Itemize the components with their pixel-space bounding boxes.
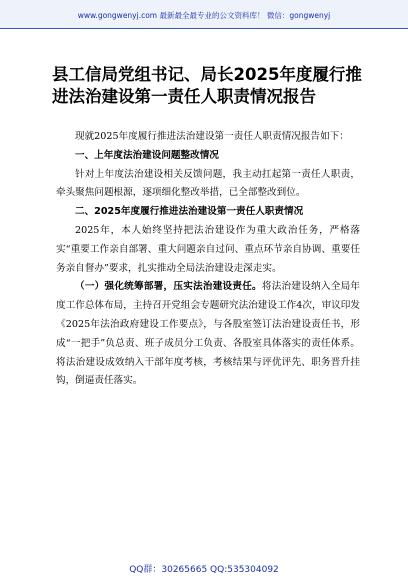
title-line-2: 进法治建设第一责任人职责情况报告 bbox=[52, 87, 316, 106]
section-2-paragraph: 2025年，本人始终坚持把法治建设作为重大政治任务，严格落实“重要工作亲自部署、重大问题亲自过问、重点环节亲自协调、重要任务亲自督办”要求，扎实推动全局法治建设走深走实。 bbox=[56, 224, 360, 274]
section-1-heading: 一、上年度法治建设问题整改情况 bbox=[75, 149, 219, 161]
subsection-1-lead: （一）强化统筹部署，压实法治建设责任。 bbox=[75, 281, 262, 293]
document-title bbox=[52, 64, 366, 108]
intro-paragraph: 现就2025年度履行推进法治建设第一责任人职责情况报告如下： bbox=[75, 131, 349, 142]
subsection-1-paragraph bbox=[56, 278, 360, 391]
section-1-paragraph: 针对上年度法治建设相关反馈问题，我主动扛起第一责任人职责，牵头聚焦问题根源，逐项细化整改举措，已全部整改到位。 bbox=[56, 168, 360, 199]
contact-footer: QQ群：30265665 QQ:535304092 bbox=[129, 565, 279, 575]
section-2-heading: 二、2025年度履行推进法治建设第一责任人职责情况 bbox=[75, 206, 304, 218]
site-header-text[interactable]: www.gongwenyj.com 最新最全最专业的公文资料库！ 微信：gongwenyj bbox=[77, 11, 331, 20]
title-line-1: 县工信局党组书记、局长2025年度履行推 bbox=[52, 65, 362, 84]
subsection-1-body: 将法治建设纳入全局年度工作总体布局，主持召开党组会专题研究法治建设工作4次，审议印发《2025年法治政府建设工作要点》，与各股室签订法治建设责任书，形成“一把手”负总责、班子成员分工负责、各股室具体落实的责任体系。将法治建设成效纳入干部年度考核，考核结果与评优评先、职务晋升挂钩，倒逼责任落实。 bbox=[56, 281, 361, 387]
document-body bbox=[56, 128, 360, 391]
site-header-banner bbox=[0, 0, 408, 29]
